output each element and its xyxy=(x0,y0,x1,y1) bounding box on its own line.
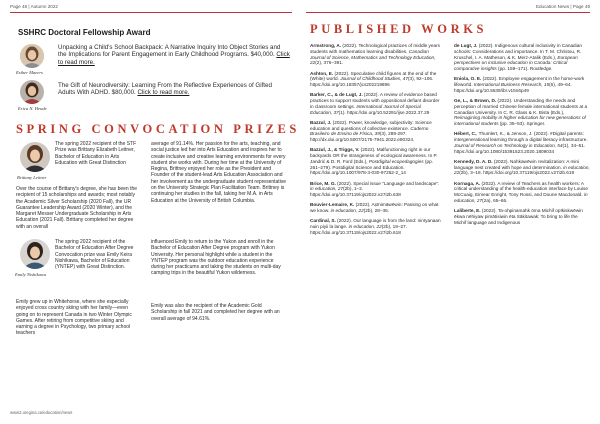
header-divider-right xyxy=(306,12,590,13)
reference-entry xyxy=(310,71,444,88)
reference-text: (2022). Aṣīnimāwēwin: Passing on what we know. xyxy=(310,202,439,213)
reference-details: (1), 34–51. https://doi.org/10.1080/15391523.2020.1809034 xyxy=(454,142,586,154)
reference-source: in education, 27 xyxy=(454,192,588,203)
reference-entry xyxy=(454,98,590,127)
avatar-emily-nishikawa xyxy=(20,239,50,269)
award-erica xyxy=(58,82,290,97)
reference-text: (2022). Malfunctioning right in our backyards OR the strangeness of ecological awareness. In P. Jandrić & D. R. Ford (Eds.), xyxy=(310,147,438,164)
award-esther-text: Unpacking a Child's School Backpack: A Narrative Inquiry Into Object Stories and the Implications for Parent Engagement in Early Childhood Programs. $40,000. xyxy=(58,44,281,59)
reference-details: (pp. 159–171). Routledge. xyxy=(496,66,553,72)
reference-author: Laliberte, E. xyxy=(454,208,481,213)
reference-source: Reimagining mobility in higher education for new generations of international students xyxy=(454,115,586,127)
caption-brittany-leitner: Brittany Leitner xyxy=(17,175,47,180)
portrait-icon xyxy=(20,80,44,104)
reference-source: International Business Research, 15 xyxy=(473,82,550,88)
reference-details: (pp. 261–279). Postdigital Science and Education. https://doi.org/10.1007/978-3-030-97262-2_14 xyxy=(310,158,433,176)
reference-entry xyxy=(454,43,590,72)
reference-author: Hébert, C. xyxy=(454,131,477,137)
reference-author: Eniola, O. E. xyxy=(454,76,482,82)
emily-intro: The spring 2022 recipient of the Bachelor of Education After Degree Convocation prize was Emily Keira Nishikawa, Bachelor of Education (YNTEP) with Great Distinction. xyxy=(55,239,134,271)
reference-source: in education, 22 xyxy=(330,208,364,213)
reference-author: Bazzul, J., & Triggs, V. xyxy=(310,147,360,153)
award-esther-link[interactable]: Click to read more. xyxy=(58,51,290,66)
reference-text: (2022). Power, knowledge, subjectivity: Science education and questions of collective existence. xyxy=(310,119,432,131)
reference-text: (2022). A review of evidence based practices to support students with oppositional defiant disorder in classroom settings. xyxy=(310,92,440,109)
header-divider-left xyxy=(10,12,292,13)
reference-text: (2022). Employee engagement in the home-work lifeworld. xyxy=(454,76,585,88)
reference-source: Postdigital ecopedagogies xyxy=(368,158,424,164)
sshrc-heading: SSHRC Doctoral Fellowship Award xyxy=(18,28,151,37)
reference-text: , Thumlert, K., & Jenson, J. (2022). #Digital parents: intergenerational learning through a digital literacy infrastructure. xyxy=(454,131,588,143)
reference-author: Bazzul, J. xyxy=(310,119,332,125)
reference-details: (2b), 3–18. https://doi.org/10.37119/ojs2022.v27i2b.619 xyxy=(459,170,575,176)
reference-text: (2022). Understanding the needs and perception of married Chinese female international students at a Canadian University. In C. R. Glass & K. Bista (Eds.), xyxy=(454,98,588,115)
reference-source: International Journal of Special Education, 37 xyxy=(310,103,421,115)
award-erica-text: The Gift of Neurodiversity: Learning From the Reflective Experiences of Gifted Adults With ADHD. $80,000. xyxy=(58,82,272,97)
reference-entry xyxy=(310,218,444,235)
avatar-erica-heude xyxy=(20,80,44,104)
reference-text: (2022). Speculative child figures at the end of the (White) world. xyxy=(310,70,437,82)
reference-entry xyxy=(454,76,590,93)
reference-author: Ashton, E. xyxy=(310,70,334,76)
brittany-intro: The spring 2022 recipient of the STF Prize was Brittany Elizabeth Leitner, Bachelor of Education in Arts Education with Great Distinction xyxy=(55,141,137,166)
reference-entry xyxy=(310,43,444,66)
award-erica-link[interactable]: Click to read more. xyxy=(137,89,190,97)
award-esther xyxy=(58,44,290,66)
portrait-icon xyxy=(20,44,44,68)
reference-source: in education, 27 xyxy=(310,186,344,192)
caption-erica-heude: Erica N. Heude xyxy=(18,106,47,111)
reference-details: (2b), 19–27. https://doi.org/10.37119/ojs2022.v27i2b.618 xyxy=(310,223,407,235)
reference-details: (2b), 28–36. xyxy=(363,208,389,213)
reference-text: (2022). Technological practices of middle years students with mathematics learning disabilities. xyxy=(310,43,441,54)
avatar-brittany-leitner xyxy=(20,142,50,172)
portrait-icon xyxy=(20,239,50,269)
reference-text: (2022). Nahkawēwin revitalization: A mini language nest created with hope and determination. xyxy=(454,158,580,170)
reference-author: Armstrong, A. xyxy=(310,43,342,48)
reference-entry xyxy=(454,131,590,154)
page-header-right: Education News | Page 49 xyxy=(535,4,590,9)
reference-source: in education, 22 xyxy=(454,164,590,176)
reference-entry xyxy=(310,181,444,198)
caption-emily-nishikawa: Emily Nishikawa xyxy=(15,272,47,277)
reference-author: Ge, L., & Brown, D. xyxy=(454,98,497,103)
caption-esther-maeers: Esther Maeers xyxy=(16,70,43,75)
reference-source: Canadian Journal of Science, Mathematics and Technology Education, 22 xyxy=(310,48,436,66)
reference-author: Bouvier-Lemaire, K. xyxy=(310,202,355,208)
brittany-paragraph-continued: average of 91.14%. Her passion for the arts, teaching, and social justice led her into Arts Education and inspires her to create inclusive and creative learning environments for every student she works with. During her time at the University of Regina, Brittney enjoyed her role as the President and Founder of the student-lead Arts Education Association and her involvement as the undergraduate student representative on the University Strategic Plan Facilitation Team. Brittney is continuing her studies in the fall, taking her M.A. in Arts Education at the University of British Columbia. xyxy=(151,141,287,204)
reference-author: Brice, M. G. xyxy=(310,180,336,186)
published-works-heading: PUBLISHED WORKS xyxy=(310,22,488,36)
reference-entry xyxy=(454,208,590,225)
avatar-esther-maeers xyxy=(20,44,44,68)
reference-author: Barker, C., & de Lugt, J. xyxy=(310,92,363,98)
reference-source: Journal of Research on Technology in Education, 54 xyxy=(454,142,563,148)
reference-entry xyxy=(310,147,444,176)
reference-author: Cardinal, S. xyxy=(310,218,336,224)
reference-text: (2022). A review of Teachers as health workers: A critical understanding of the health-education interface by Louise McCuaig, Eimear Enright, Tony Rossi, and Doune Macdonald. xyxy=(454,180,588,198)
convocation-heading: SPRING CONVOCATION PRIZES xyxy=(16,122,300,136)
reference-author: Kornaga, A. xyxy=(454,180,481,186)
reference-source: European perspectives on inclusive education in Canada: Critical comparative insights xyxy=(454,54,578,72)
reference-text: (2022). Ta-ohpinamahk ōma Michif opīkiskwēwin ēkwa nēhiyaw pimātisiwin ēta Sākitawak: To bring to life the Michif language and Indigenous xyxy=(454,208,583,225)
reference-details: (3), 289-297. http://dx.doi.org/10.5007/2175-7941.2022.e90324. xyxy=(310,131,415,143)
published-column-1 xyxy=(310,43,444,240)
reference-text: (2022). Indigenous cultural inclusivity in Canadian schools: Considerations and importance. In T. M. Christou, R. Kruschel, I. A. Matheson, & K. Merz-Atalik (Eds.), xyxy=(454,43,582,60)
reference-entry xyxy=(310,92,444,115)
reference-entry xyxy=(454,181,590,204)
reference-source: Caderno Brasileiro de Ensino de Física, 39 xyxy=(310,125,429,137)
published-column-2 xyxy=(454,43,590,230)
emily-paragraph-final: Emily was also the recipient of the Academic Gold Scholarship in fall 2021 and completed her degree with an overall average of 94.61%. xyxy=(151,303,280,322)
reference-text: (2022). Special issue "Language and landscape". xyxy=(335,180,440,186)
reference-text: (2022). Our language is from the land: ninīyanaan nuin piyii la lange. xyxy=(310,218,441,229)
footer-url[interactable]: www2.uregina.ca/education/news xyxy=(10,410,73,415)
reference-entry xyxy=(454,159,590,176)
reference-details: (2a), 65–66. xyxy=(482,197,508,203)
reference-entry xyxy=(310,120,444,143)
reference-details: (2), 376–391. xyxy=(315,60,344,66)
emily-paragraph: Emily grew up in Whitehorse, where she especially enjoyed cross country skiing with her family—even going on to represent Canada in two Winter Olympic Games. After retiring from competitive skiing and earning a degree in Psychology, two primary school teachers xyxy=(16,299,132,337)
emily-paragraph-continued: influenced Emily to return to the Yukon and enroll in the Bachelor of Education After Degree program with Yukon University. Her personal highlight while a student in the YNTEP program was the outdoor education experience during her practicums and taking the students on multi-day camping trips in the beautiful Yukon wilderness. xyxy=(151,239,281,277)
portrait-icon xyxy=(20,142,50,172)
reference-entry xyxy=(310,202,444,214)
reference-details: (pp. 35–53). Springer. xyxy=(498,121,546,127)
page-header-left: Page 48 | Autumn 2022 xyxy=(10,4,58,9)
reference-details: (1). https://doi.org/10.52291/ijse.2022.37.29 xyxy=(338,109,430,115)
reference-author: de Lugt, J. xyxy=(454,43,478,48)
reference-details: (3), 92–106. https://doi.org/10.18357/jcs202219896 xyxy=(310,76,434,88)
brittany-paragraph: Over the course of Brittany's degree, she has been the recipient of 15 scholarships and awards; most notably the Academic Silver Scholarship (2020 Fall), the UR Guarantee Leadership Award (2020 Winter), and the Margaret Messer Undergraduate Scholarship in Arts Education (2021 Fall). Brittany completed her degree with an overall xyxy=(16,186,138,230)
reference-details: (2b), 1–2. https://doi.org/10.37119/ojs2022.v27i2b.638 xyxy=(310,186,401,198)
reference-source: Journal of Childhood Studies, 47 xyxy=(340,76,408,82)
reference-author: Kennedy, D. A. D. xyxy=(454,158,493,164)
reference-details: (6), 49–64. https://doi.org/10.5539/ibr.v15n6p49 xyxy=(454,82,572,93)
reference-source: in education, 22 xyxy=(348,223,382,229)
